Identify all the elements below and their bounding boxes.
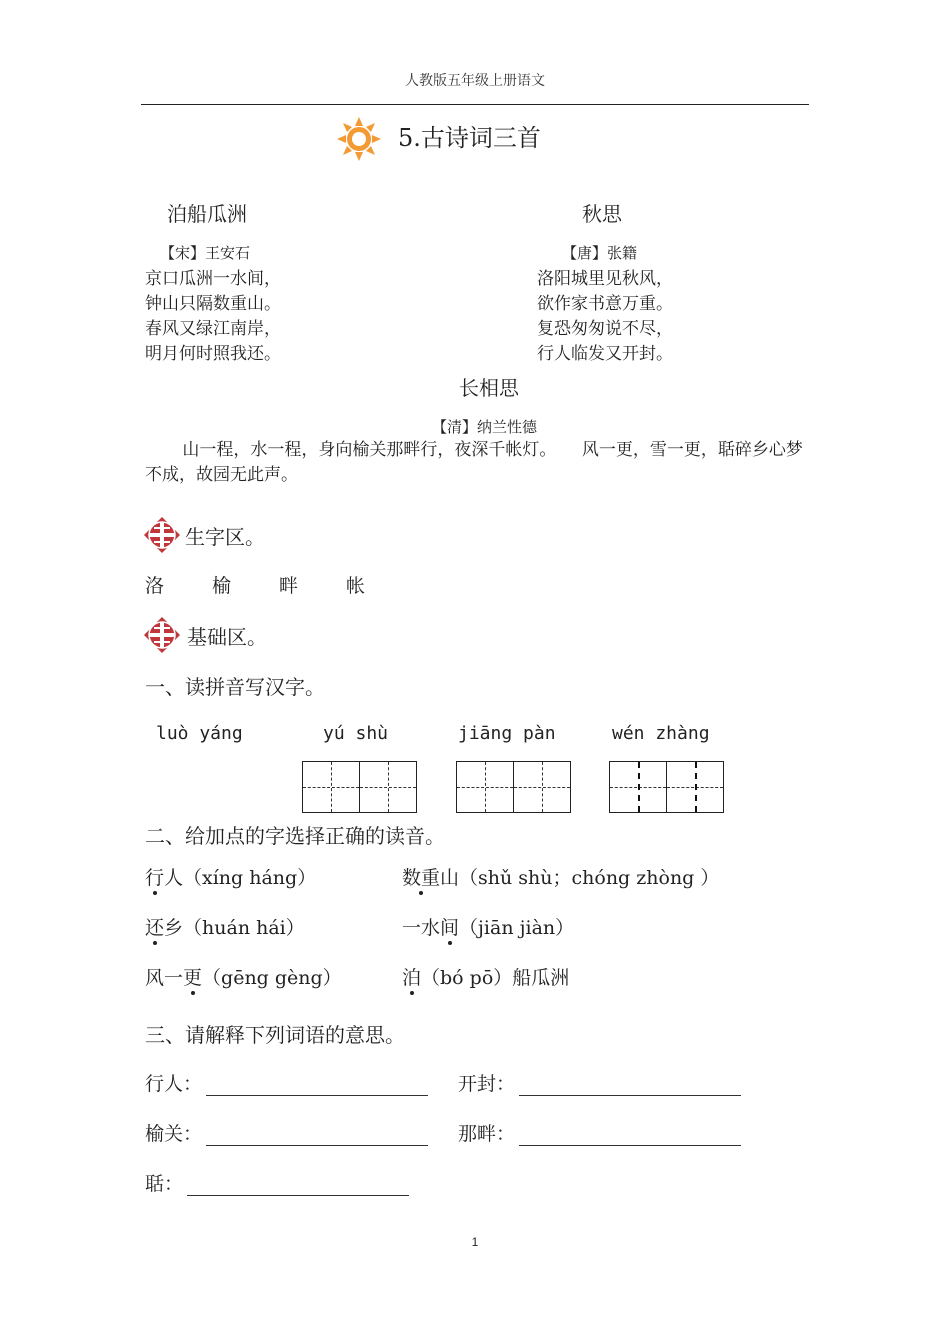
answer-blank[interactable] [187,1195,409,1196]
dotted-char: 数重 [402,867,441,889]
pinyin-prompt: jiāng pàn [458,723,556,744]
dotted-char: 间 [440,917,460,939]
page-number: 1 [471,1235,479,1249]
choice-prefix: 风一 [145,967,184,989]
reading-choice [402,863,719,890]
answer-blank[interactable] [206,1095,428,1096]
new-char: 榆 [212,575,232,597]
answer-blank[interactable] [519,1095,741,1096]
definition-item [458,1069,741,1096]
sun-icon [336,116,382,162]
reading-choice [402,913,574,940]
dotted-char: 泊 [402,967,422,989]
section-title: 生字区。 [185,525,265,549]
pinyin-prompt: yú shù [323,723,389,744]
choice-options: （bó pō）船瓜洲 [421,967,570,989]
poem-author: 【清】纳兰性德 [432,418,538,436]
poem-text: 山一程，水一程，身向榆关那畔行，夜深千帐灯。 风一更，雪一更，聒碎乡心梦不成，故园无此声。 [145,440,803,485]
poem-line: 京口瓜洲一水间， [145,269,281,289]
page-header: 人教版五年级上册语文 [405,73,545,89]
term-label: 开封： [458,1073,516,1095]
dotted-char: 更 [183,967,203,989]
choice-options: 人（xíng háng） [164,867,317,889]
choice-options: （jiān jiàn） [459,917,575,939]
question-heading: 二、给加点的字选择正确的读音。 [145,824,445,848]
choice-options: （gēng gèng） [202,967,342,989]
poem-author: 【宋】王安石 [160,244,251,262]
new-char: 帐 [346,575,366,597]
poem-line: 钟山只隔数重山。 [145,294,281,314]
definition-item [145,1169,409,1196]
choice-prefix: 一水 [402,917,441,939]
poem-line: 洛阳城里见秋风， [537,269,673,289]
poem-author: 【唐】张籍 [562,244,638,262]
choice-options: 乡（huán hái） [164,917,305,939]
writing-grid[interactable] [302,761,417,813]
section-badge-icon [143,516,181,554]
reading-choice [402,963,569,990]
answer-blank[interactable] [206,1145,428,1146]
header-divider [141,104,809,105]
poem-line: 春风又绿江南岸， [145,319,281,339]
question-heading: 三、请解释下列词语的意思。 [145,1023,405,1047]
writing-grid[interactable] [609,761,724,813]
poem-title: 长相思 [459,376,519,400]
choice-options: 山（shǔ shù；chóng zhòng ） [440,867,720,889]
poem-line: 行人临发又开封。 [537,344,673,364]
reading-choice [145,913,305,940]
term-label: 行人： [145,1073,203,1095]
question-heading: 一、读拼音写汉字。 [145,675,325,699]
new-char: 畔 [279,575,299,597]
section-badge-icon [143,616,181,654]
pinyin-prompt: wén zhàng [612,723,710,744]
pinyin-prompt: luò yáng [156,723,243,744]
reading-choice [145,963,342,990]
answer-blank[interactable] [519,1145,741,1146]
poem-line: 明月何时照我还。 [145,344,281,364]
new-char: 洛 [145,575,165,597]
term-label: 那畔： [458,1123,516,1145]
poem-title: 秋思 [582,202,622,226]
definition-item [458,1119,741,1146]
poem-line: 欲作家书意万重。 [537,294,673,314]
term-label: 聒： [145,1173,184,1195]
definition-item [145,1119,428,1146]
page-title: 5.古诗词三首 [398,124,541,152]
definition-item [145,1069,428,1096]
dotted-char: 行 [145,867,165,889]
poem-title: 泊船瓜洲 [167,202,247,226]
dotted-char: 还 [145,917,165,939]
writing-grid[interactable] [456,761,571,813]
poem-line: 复恐匆匆说不尽， [537,319,673,339]
term-label: 榆关： [145,1123,203,1145]
section-title: 基础区。 [187,625,267,649]
reading-choice [145,863,316,890]
